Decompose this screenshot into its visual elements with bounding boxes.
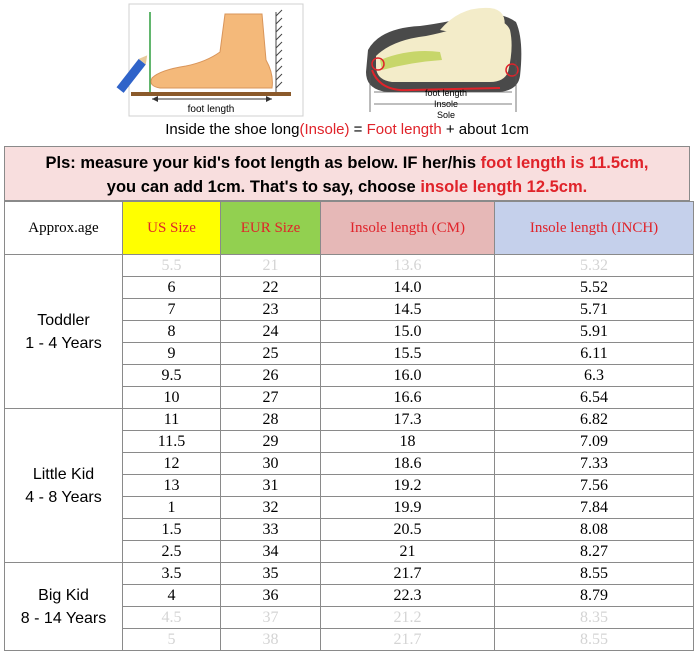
shoe-sole-label: Sole bbox=[436, 110, 456, 120]
us-size-cell: 7 bbox=[123, 299, 221, 321]
us-size-cell: 1 bbox=[123, 497, 221, 519]
size-chart-table bbox=[4, 201, 694, 651]
notice-line-2-highlight: insole length 12.5cm. bbox=[420, 178, 588, 196]
eur-size-cell: 22 bbox=[221, 277, 321, 299]
notice-line-2-text: you can add 1cm. That's to say, choose bbox=[106, 178, 421, 196]
insole-cm-cell: 13.6 bbox=[321, 255, 495, 277]
insole-inch-cell: 6.82 bbox=[495, 409, 694, 431]
insole-cm-cell: 15.0 bbox=[321, 321, 495, 343]
eur-size-cell: 33 bbox=[221, 519, 321, 541]
caption-insole: (Insole) bbox=[299, 121, 350, 138]
foot-length-label: foot length bbox=[187, 104, 235, 115]
table-row bbox=[5, 409, 694, 431]
caption-eq: = bbox=[349, 121, 367, 138]
us-size-cell: 3.5 bbox=[123, 563, 221, 585]
notice-line-1-highlight: foot length is 11.5cm, bbox=[480, 154, 649, 172]
age-group-name: Little Kid bbox=[32, 465, 95, 483]
caption-foot-length: Foot length bbox=[366, 121, 442, 138]
shoe-foot-length-label: foot length bbox=[424, 88, 468, 98]
caption-prefix: Inside the shoe long bbox=[165, 121, 300, 138]
insole-inch-cell: 7.09 bbox=[495, 431, 694, 453]
insole-cm-cell: 21.2 bbox=[321, 607, 495, 629]
us-size-cell: 6 bbox=[123, 277, 221, 299]
us-size-cell: 8 bbox=[123, 321, 221, 343]
us-size-cell: 12 bbox=[123, 453, 221, 475]
eur-size-cell: 30 bbox=[221, 453, 321, 475]
eur-size-cell: 38 bbox=[221, 629, 321, 651]
shoe-cross-section-illustration bbox=[366, 8, 521, 120]
insole-inch-cell: 6.11 bbox=[495, 343, 694, 365]
insole-cm-cell: 16.0 bbox=[321, 365, 495, 387]
insole-cm-cell: 19.9 bbox=[321, 497, 495, 519]
insole-inch-cell: 7.84 bbox=[495, 497, 694, 519]
us-size-cell: 4 bbox=[123, 585, 221, 607]
insole-cm-cell: 21.7 bbox=[321, 629, 495, 651]
eur-size-cell: 26 bbox=[221, 365, 321, 387]
eur-size-cell: 36 bbox=[221, 585, 321, 607]
eur-size-cell: 27 bbox=[221, 387, 321, 409]
us-size-cell: 11.5 bbox=[123, 431, 221, 453]
eur-size-cell: 37 bbox=[221, 607, 321, 629]
insole-inch-cell: 8.08 bbox=[495, 519, 694, 541]
insole-cm-cell: 18 bbox=[321, 431, 495, 453]
table-row bbox=[5, 255, 694, 277]
us-size-cell: 5.5 bbox=[123, 255, 221, 277]
notice-line-1 bbox=[5, 151, 689, 175]
insole-cm-cell: 16.6 bbox=[321, 387, 495, 409]
header-insole-cm: Insole length (CM) bbox=[321, 202, 495, 255]
table-body bbox=[5, 255, 694, 651]
age-group-name: Toddler bbox=[37, 311, 90, 329]
insole-inch-cell: 8.55 bbox=[495, 629, 694, 651]
header-approx-age: Approx.age bbox=[5, 202, 123, 255]
age-group-name: Big Kid bbox=[38, 586, 89, 604]
eur-size-cell: 24 bbox=[221, 321, 321, 343]
eur-size-cell: 29 bbox=[221, 431, 321, 453]
notice-line-1-text: Pls: measure your kid's foot length as below. IF her/his bbox=[45, 154, 481, 172]
insole-cm-cell: 19.2 bbox=[321, 475, 495, 497]
insole-cm-cell: 21 bbox=[321, 541, 495, 563]
foot-length-illustration bbox=[117, 4, 303, 116]
insole-inch-cell: 8.27 bbox=[495, 541, 694, 563]
insole-formula-caption bbox=[0, 121, 694, 138]
eur-size-cell: 21 bbox=[221, 255, 321, 277]
us-size-cell: 11 bbox=[123, 409, 221, 431]
age-group-cell bbox=[5, 563, 123, 651]
eur-size-cell: 25 bbox=[221, 343, 321, 365]
insole-cm-cell: 20.5 bbox=[321, 519, 495, 541]
insole-cm-cell: 21.7 bbox=[321, 563, 495, 585]
insole-cm-cell: 22.3 bbox=[321, 585, 495, 607]
insole-inch-cell: 5.32 bbox=[495, 255, 694, 277]
age-group-range: 4 - 8 Years bbox=[25, 488, 102, 506]
eur-size-cell: 23 bbox=[221, 299, 321, 321]
us-size-cell: 9.5 bbox=[123, 365, 221, 387]
eur-size-cell: 32 bbox=[221, 497, 321, 519]
insole-inch-cell: 7.56 bbox=[495, 475, 694, 497]
insole-cm-cell: 14.0 bbox=[321, 277, 495, 299]
shoe-insole-label: Insole bbox=[433, 99, 459, 109]
us-size-cell: 2.5 bbox=[123, 541, 221, 563]
us-size-cell: 10 bbox=[123, 387, 221, 409]
eur-size-cell: 31 bbox=[221, 475, 321, 497]
insole-inch-cell: 8.55 bbox=[495, 563, 694, 585]
insole-cm-cell: 17.3 bbox=[321, 409, 495, 431]
header-us-size: US Size bbox=[123, 202, 221, 255]
measurement-notice bbox=[4, 146, 690, 201]
age-group-range: 8 - 14 Years bbox=[20, 609, 107, 627]
eur-size-cell: 34 bbox=[221, 541, 321, 563]
eur-size-cell: 28 bbox=[221, 409, 321, 431]
insole-cm-cell: 14.5 bbox=[321, 299, 495, 321]
age-group-range: 1 - 4 Years bbox=[25, 334, 102, 352]
insole-inch-cell: 5.71 bbox=[495, 299, 694, 321]
insole-inch-cell: 5.91 bbox=[495, 321, 694, 343]
insole-inch-cell: 8.35 bbox=[495, 607, 694, 629]
insole-inch-cell: 5.52 bbox=[495, 277, 694, 299]
insole-inch-cell: 8.79 bbox=[495, 585, 694, 607]
age-group-cell bbox=[5, 409, 123, 563]
us-size-cell: 1.5 bbox=[123, 519, 221, 541]
insole-inch-cell: 6.3 bbox=[495, 365, 694, 387]
header-insole-inch: Insole length (INCH) bbox=[495, 202, 694, 255]
insole-cm-cell: 15.5 bbox=[321, 343, 495, 365]
insole-inch-cell: 7.33 bbox=[495, 453, 694, 475]
insole-cm-cell: 18.6 bbox=[321, 453, 495, 475]
insole-inch-cell: 6.54 bbox=[495, 387, 694, 409]
header-eur-size: EUR Size bbox=[221, 202, 321, 255]
eur-size-cell: 35 bbox=[221, 563, 321, 585]
table-row bbox=[5, 563, 694, 585]
age-group-cell bbox=[5, 255, 123, 409]
us-size-cell: 4.5 bbox=[123, 607, 221, 629]
us-size-cell: 13 bbox=[123, 475, 221, 497]
table-header-row bbox=[5, 202, 694, 255]
caption-suffix: + about 1cm bbox=[441, 121, 529, 138]
us-size-cell: 9 bbox=[123, 343, 221, 365]
us-size-cell: 5 bbox=[123, 629, 221, 651]
notice-line-2 bbox=[5, 175, 689, 199]
